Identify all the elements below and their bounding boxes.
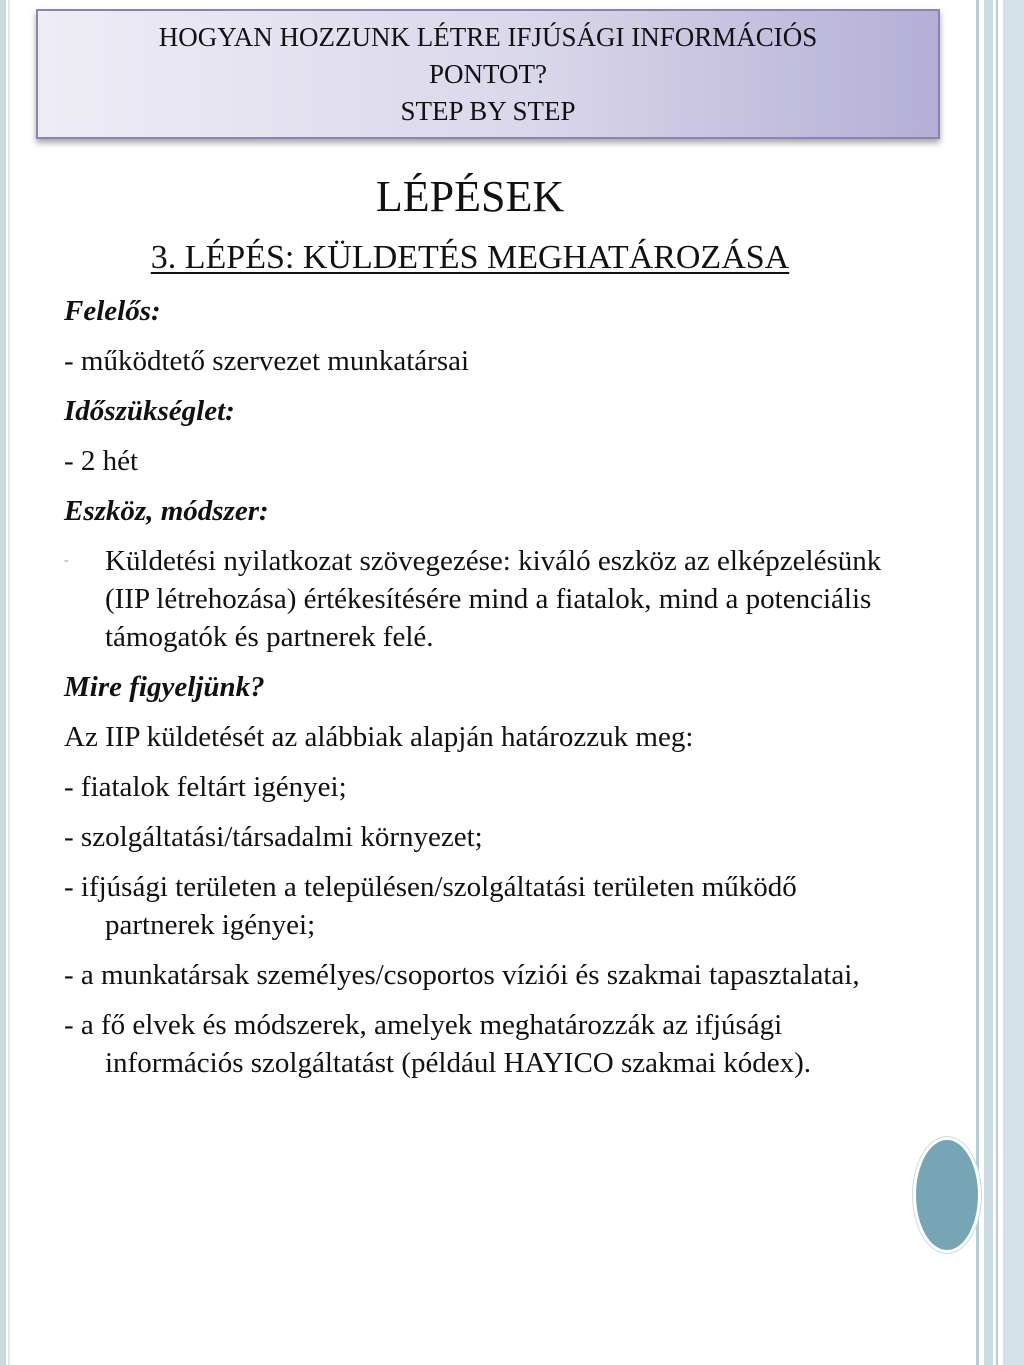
page-title: LÉPÉSEK bbox=[375, 172, 565, 221]
list-item: - ifjúsági területen a településen/szolgáltatási területen működő partnerek igényei; bbox=[64, 871, 797, 941]
time-heading: Időszükséglet: bbox=[64, 395, 235, 427]
attention-intro: Az IIP küldetését az alábbiak alapján határozzuk meg: bbox=[64, 721, 694, 753]
right-stripe bbox=[984, 0, 993, 1365]
time-item: - 2 hét bbox=[64, 445, 139, 477]
list-item: - szolgáltatási/társadalmi környezet; bbox=[64, 821, 483, 853]
dash-bullet-icon: - bbox=[64, 553, 69, 568]
responsible-heading: Felelős: bbox=[64, 295, 161, 327]
header-box bbox=[36, 9, 940, 139]
tool-heading: Eszköz, módszer: bbox=[64, 495, 269, 527]
page-subtitle bbox=[0, 236, 940, 280]
list-item: - fiatalok feltárt igényei; bbox=[64, 771, 347, 803]
header-line-3: STEP BY STEP bbox=[400, 95, 576, 126]
attention-heading: Mire figyeljünk? bbox=[64, 671, 265, 703]
decorative-oval bbox=[913, 1137, 981, 1253]
header-line-2: PONTOT? bbox=[429, 58, 547, 89]
right-stripe bbox=[976, 0, 979, 1365]
content-body bbox=[64, 292, 894, 1094]
responsible-item: - működtető szervezet munkatársai bbox=[64, 345, 470, 377]
subtitle-text: 3. LÉPÉS: KÜLDETÉS MEGHATÁROZÁSA bbox=[150, 239, 790, 276]
tool-item-text: Küldetési nyilatkozat szövegezése: kiváló eszköz az elképzelésünk (IIP létrehozása) értékesítésére mind a fiatalok, mind a potenciális támogatók és partnerek felé. bbox=[105, 545, 882, 653]
right-stripe bbox=[1003, 0, 1024, 1365]
list-item: - a fő elvek és módszerek, amelyek meghatározzák az ifjúsági információs szolgáltatást (például HAYICO szakmai kódex). bbox=[64, 1009, 812, 1079]
header-line-1: HOGYAN HOZZUNK LÉTRE IFJÚSÁGI INFORMÁCIÓS bbox=[158, 21, 818, 52]
tool-item bbox=[64, 542, 894, 656]
right-stripe bbox=[996, 0, 998, 1365]
list-item: - a munkatársak személyes/csoportos víziói és szakmai tapasztalatai, bbox=[64, 959, 860, 991]
